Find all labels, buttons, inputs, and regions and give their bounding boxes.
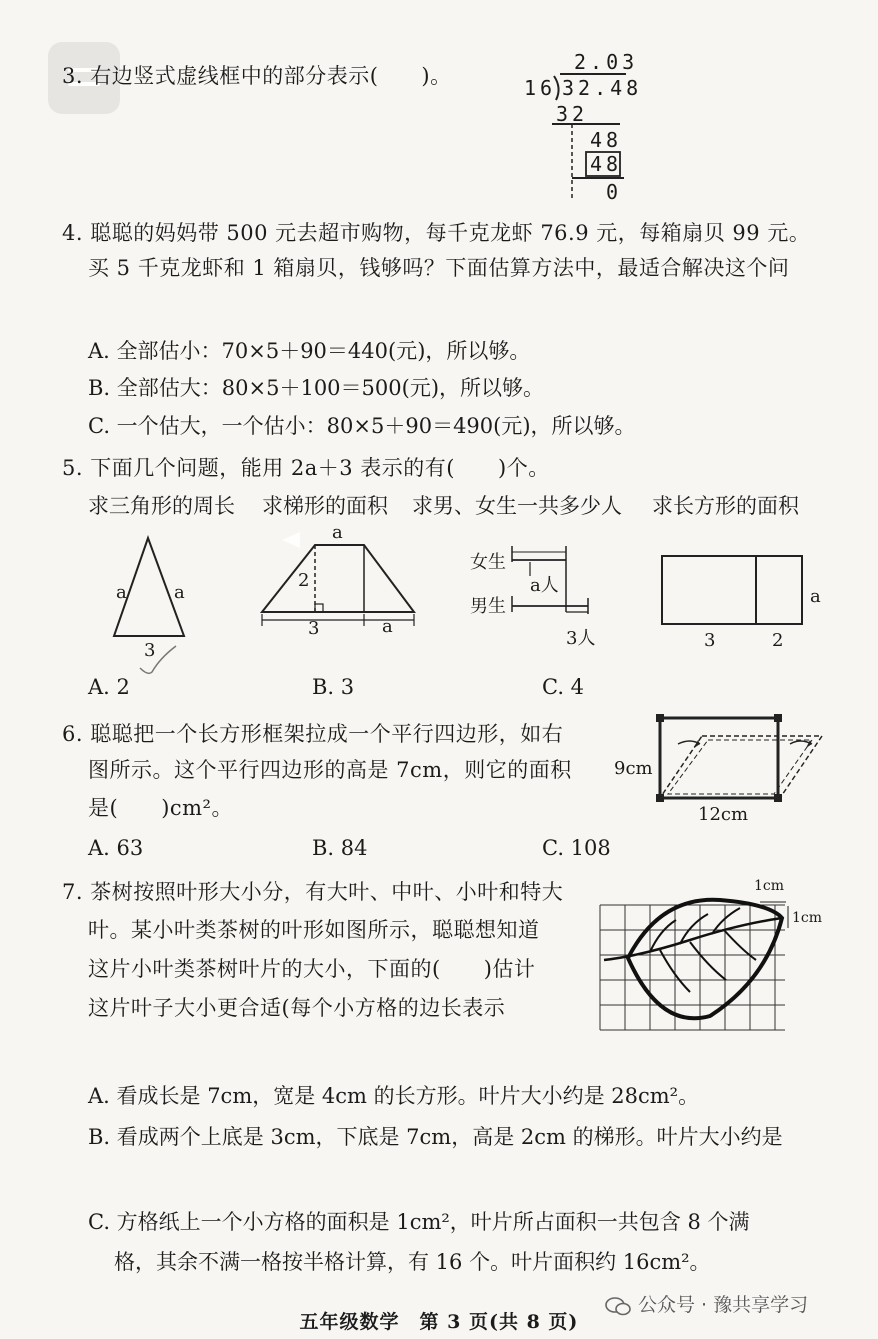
tri-side-left: a — [116, 582, 127, 603]
page-footer: 五年级数学 第 3 页(共 8 页) — [299, 1311, 579, 1333]
q7-option-b: B. 看成两个上底是 3cm，下底是 7cm，高是 2cm 的梯形。叶片大小约是 — [88, 1125, 783, 1149]
q7-line1: 7. 茶树按照叶形大小分，有大叶、中叶、小叶和特大 — [62, 880, 564, 904]
trap-top: a — [332, 522, 343, 543]
rect-h: a — [810, 586, 821, 607]
cell-width-label: 1cm — [754, 878, 785, 894]
tri-base: 3 — [144, 640, 156, 661]
q7-line4: 这片叶子大小更合适(每个小方格的边长表示 — [88, 996, 506, 1020]
division-quotient: 2.03 — [574, 50, 639, 74]
division-divisor: 16 — [524, 76, 557, 100]
q6-option-a: A. 63 — [88, 836, 144, 860]
q6-line2: 图所示。这个平行四边形的高是 7cm，则它的面积 — [88, 758, 572, 782]
q6-line3: 是( )cm²。 — [88, 796, 233, 820]
q4-option-a: A. 全部估小：70×5＋90＝440(元)，所以够。 — [88, 339, 531, 363]
q3-text: 3. 右边竖式虚线框中的部分表示( )。 — [62, 64, 452, 88]
division-step3: 48 — [590, 152, 623, 176]
trap-base1: 3 — [308, 618, 320, 639]
q6-option-b: B. 84 — [312, 836, 368, 860]
q7-line2: 叶。某小叶类茶树的叶形如图所示，聪聪想知道 — [88, 918, 540, 942]
extra-label: 3人 — [566, 628, 596, 649]
q5-caption-triangle: 求三角形的周长 — [88, 494, 235, 518]
q4-line1: 4. 聪聪的妈妈带 500 元去超市购物，每千克龙虾 76.9 元，每箱扇贝 99 元。 — [62, 221, 811, 245]
q5-caption-students: 求男、女生一共多少人 — [412, 494, 622, 518]
watermark — [604, 1290, 808, 1317]
tri-side-right: a — [174, 582, 185, 603]
q6-line1: 6. 聪聪把一个长方形框架拉成一个平行四边形，如右 — [62, 722, 564, 746]
q5-option-a: A. 2 — [88, 675, 130, 699]
division-dividend: 32.48 — [562, 76, 643, 100]
trap-base2: a — [382, 616, 393, 637]
q7-option-c-line2: 格，其余不满一格按半格计算，有 16 个。叶片面积约 16cm²。 — [114, 1250, 711, 1274]
division-step1: 32 — [556, 102, 589, 126]
rect-w2: 2 — [772, 630, 784, 651]
division-step2: 48 — [590, 128, 623, 152]
division-remainder: 0 — [606, 180, 623, 204]
diff-a-label: a人 — [530, 575, 559, 596]
trap-height: 2 — [298, 570, 310, 591]
frame-height: 9cm — [614, 758, 653, 779]
q7-line3: 这片小叶类茶树叶片的大小，下面的( )估计 — [88, 957, 536, 981]
q5-caption-rectangle: 求长方形的面积 — [652, 494, 799, 518]
q4-option-c: C. 一个估大，一个估小：80×5＋90＝490(元)，所以够。 — [88, 414, 636, 438]
q7-option-a: A. 看成长是 7cm，宽是 4cm 的长方形。叶片大小约是 28cm²。 — [88, 1084, 700, 1108]
boys-label: 男生 — [470, 596, 506, 617]
q4-option-b: B. 全部估大：80×5＋100＝500(元)，所以够。 — [88, 376, 545, 400]
q5-option-b: B. 3 — [312, 675, 355, 699]
q4-line2: 买 5 千克龙虾和 1 箱扇贝，钱够吗？下面估算方法中，最适合解决这个问 — [88, 256, 790, 280]
cell-height-label: 1cm — [792, 910, 823, 926]
wechat-icon — [604, 1295, 632, 1317]
q5-option-c: C. 4 — [542, 675, 585, 699]
q5-caption-trapezoid: 求梯形的面积 — [262, 494, 388, 518]
watermark-text: 公众号 · 豫共享学习 — [638, 1294, 809, 1316]
q6-option-c: C. 108 — [542, 836, 611, 860]
q5-text: 5. 下面几个问题，能用 2a＋3 表示的有( )个。 — [62, 456, 550, 480]
rect-w1: 3 — [704, 630, 716, 651]
girls-label: 女生 — [470, 552, 506, 573]
frame-width: 12cm — [698, 804, 749, 825]
q7-option-c-line1: C. 方格纸上一个小方格的面积是 1cm²，叶片所占面积一共包含 8 个满 — [88, 1210, 750, 1234]
